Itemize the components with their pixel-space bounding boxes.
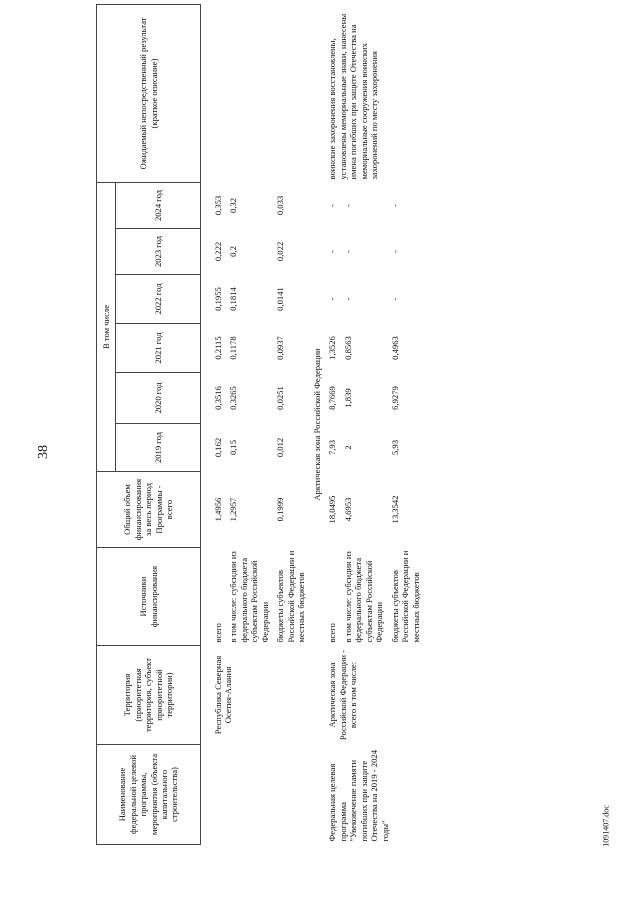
value-cell: 5,93: [389, 439, 400, 456]
header-year-2020: 2020 год: [116, 373, 201, 424]
source-cell: всего: [327, 623, 338, 643]
source-cell: бюджеты субъектов Российской Федерации и местных бюджетов: [275, 550, 307, 643]
value-cell: -: [327, 204, 338, 207]
zone-title-row: [309, 5, 324, 845]
header-year-2019: 2019 год: [116, 424, 201, 472]
header-sources: Источники финансирования: [97, 548, 201, 646]
value-cell: 0,0937: [275, 336, 286, 360]
value-cell: 0,3265: [228, 386, 239, 410]
rotated-table-page: [96, 5, 566, 845]
value-cell: 4,6953: [342, 497, 353, 522]
source-cell: бюджеты субъектов Российской Федерации и местных бюджетов: [389, 550, 421, 643]
header-total: Общий объем финансирования за весь период Программы - всего: [97, 472, 201, 548]
value-cell: 0,32: [228, 197, 239, 214]
value-cell: -: [342, 204, 353, 207]
header-territory: Территория (приоритетная территория, субъект приоритетной территории): [97, 646, 201, 745]
header-year-2024: 2024 год: [116, 183, 201, 229]
result-cell: воинские захоронения восстановлены, установлены мемориальные знаки, нанесены имена погибших при защите Отечества на мемориальные сооружения воинских захоронений по месту захоронения: [327, 13, 380, 180]
value-cell: 0,222: [213, 241, 223, 262]
financing-table: [96, 4, 423, 845]
page-number: 38: [36, 445, 51, 459]
table-row: [324, 5, 339, 845]
value-cell: 0,353: [213, 195, 223, 216]
value-cell: -: [389, 204, 400, 207]
value-cell: 0,012: [275, 437, 286, 458]
zone-title: Арктическая зона Российской Федерации: [311, 348, 322, 501]
source-cell: в том числе: субсидии из федерального бюджета субъектам Российской Федерации: [342, 551, 385, 643]
value-cell: 0,022: [275, 241, 286, 262]
header-year-2023: 2023 год: [116, 229, 201, 275]
value-cell: 6,9279: [389, 386, 400, 410]
value-cell: -: [342, 250, 353, 253]
header-result: Ожидаемый непосредственный результат (краткое описание): [97, 5, 201, 183]
value-cell: 0,2: [228, 246, 239, 257]
value-cell: 1,4956: [213, 497, 223, 522]
value-cell: 0,1178: [228, 336, 239, 360]
value-cell: 0,15: [228, 439, 239, 456]
value-cell: -: [327, 250, 338, 253]
value-cell: -: [389, 297, 400, 301]
value-cell: 0,8563: [342, 336, 353, 360]
value-cell: 1,839: [342, 388, 353, 408]
header-year-2022: 2022 год: [116, 275, 201, 324]
program-name-cell: Федеральная целевая программа "Увековечение памяти погибших при защите Отечества на 2019 - 2024 годы": [327, 750, 390, 842]
header-row: [97, 5, 116, 845]
header-group: В том числе: [97, 183, 116, 472]
table-row: [210, 5, 225, 845]
value-cell: 1,3526: [327, 336, 338, 360]
value-cell: 7,93: [327, 439, 338, 456]
territory-cell: Республика Северная Осетия-Алания: [213, 655, 234, 735]
value-cell: 0,2115: [213, 336, 223, 360]
value-cell: 8,7669: [327, 386, 338, 410]
source-cell: в том числе: субсидии из федерального бюджета субъектам Российской Федерации: [228, 551, 270, 643]
header-year-2021: 2021 год: [116, 324, 201, 373]
value-cell: 1,2957: [228, 497, 239, 522]
header-program-name: Наименование федеральной целевой программы, мероприятия (объекта капитального строительства): [97, 745, 201, 845]
value-cell: 2: [342, 445, 353, 450]
value-cell: 0,1999: [275, 497, 286, 522]
value-cell: 0,0141: [275, 287, 286, 311]
value-cell: 0,3516: [213, 386, 223, 410]
value-cell: 0,4963: [389, 336, 400, 360]
territory-cell: Арктическая зона Российской Федерации - всего в том числе:: [327, 649, 359, 741]
value-cell: 0,1955: [213, 287, 223, 311]
value-cell: 0,162: [213, 437, 223, 458]
value-cell: -: [389, 250, 400, 253]
value-cell: 0,1814: [228, 287, 239, 311]
value-cell: -: [327, 297, 338, 301]
value-cell: 0,033: [275, 195, 286, 216]
value-cell: 13,3542: [389, 495, 400, 524]
file-id: 1091407.doc: [601, 805, 611, 847]
value-cell: -: [342, 297, 353, 301]
value-cell: 0,0251: [275, 386, 286, 410]
source-cell: всего: [213, 623, 223, 643]
value-cell: 18,0495: [327, 495, 338, 524]
